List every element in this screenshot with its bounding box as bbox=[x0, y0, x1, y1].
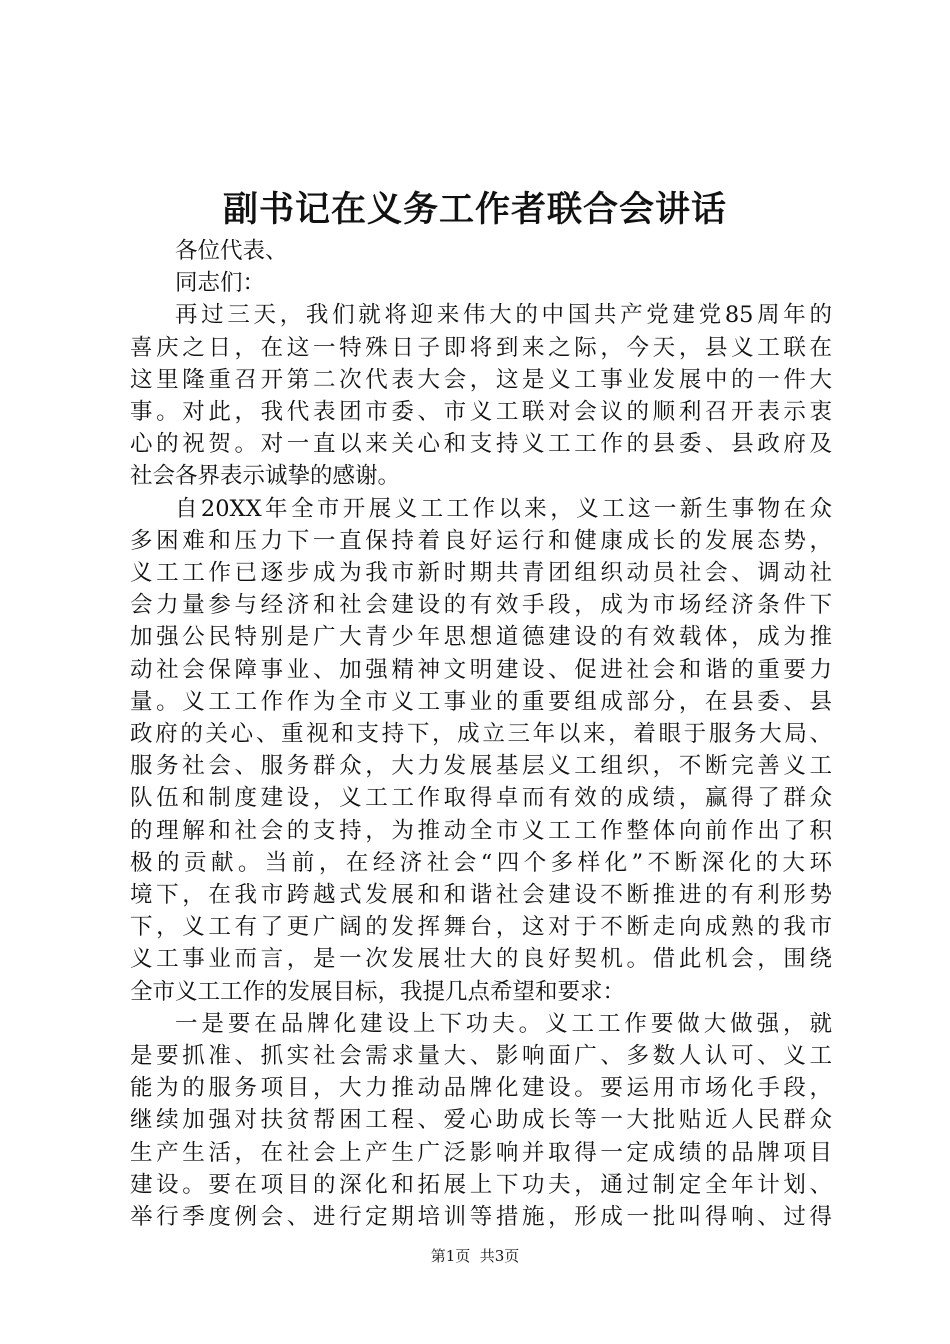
text-line: 加强公民特别是广大青少年思想道德建设的有效载体，成为推 bbox=[130, 624, 832, 651]
text-line: 动社会保障事业、加强精神文明建设、促进社会和谐的重要力 bbox=[130, 656, 832, 683]
text-line: 喜庆之日，在这一特殊日子即将到来之际，今天，县义工联在 bbox=[130, 334, 832, 361]
text-line: 的理解和社会的支持，为推动全市义工工作整体向前作出了积 bbox=[130, 817, 832, 844]
text-line: 多困难和压力下一直保持着良好运行和健康成长的发展态势， bbox=[130, 527, 832, 554]
text-line: 举行季度例会、进行定期培训等措施，形成一批叫得响、过得 bbox=[130, 1204, 832, 1231]
text-line: 境下，在我市跨越式发展和和谐社会建设不断推进的有利形势 bbox=[130, 882, 832, 909]
text-line: 同志们： bbox=[175, 270, 266, 297]
text-line: 是要抓准、抓实社会需求量大、影响面广、多数人认可、义工 bbox=[130, 1043, 832, 1070]
text-line: 下，义工有了更广阔的发挥舞台，这对于不断走向成熟的我市 bbox=[130, 914, 832, 941]
text-line: 服务社会、服务群众，大力发展基层义工组织，不断完善义工 bbox=[130, 753, 832, 780]
text-line: 生产生活，在社会上产生广泛影响并取得一定成绩的品牌项目 bbox=[130, 1139, 832, 1166]
text-line: 建设。要在项目的深化和拓展上下功夫，通过制定全年计划、 bbox=[130, 1171, 832, 1198]
text-line: 能为的服务项目，大力推动品牌化建设。要运用市场化手段， bbox=[130, 1075, 832, 1102]
text-line: 这里隆重召开第二次代表大会，这是义工事业发展中的一件大 bbox=[130, 366, 832, 393]
text-line: 各位代表、 bbox=[175, 238, 288, 264]
text-line: 继续加强对扶贫帮困工程、爱心助成长等一大批贴近人民群众 bbox=[130, 1107, 832, 1134]
text-line: 社会各界表示诚挚的感谢。 bbox=[130, 463, 401, 490]
text-line: 队伍和制度建设，义工工作取得卓而有效的成绩，赢得了群众 bbox=[130, 785, 832, 812]
text-line: 会力量参与经济和社会建设的有效手段，成为市场经济条件下 bbox=[130, 592, 832, 619]
text-line: 量。义工工作作为全市义工事业的重要组成部分，在县委、县 bbox=[130, 688, 832, 715]
page-indicator: 第1页 共3页 bbox=[430, 1247, 520, 1265]
text-line: 义工工作已逐步成为我市新时期共青团组织动员社会、调动社 bbox=[130, 560, 832, 587]
text-line: 心的祝贺。对一直以来关心和支持义工工作的县委、县政府及 bbox=[130, 431, 832, 458]
text-line: 全市义工工作的发展目标，我提几点希望和要求： bbox=[130, 978, 626, 1005]
text-line: 自20XX年全市开展义工工作以来，义工这一新生事物在众 bbox=[175, 495, 832, 522]
text-line: 一是要在品牌化建设上下功夫。义工工作要做大做强，就 bbox=[175, 1010, 832, 1037]
document-title: 副书记在义务工作者联合会讲话 bbox=[222, 189, 727, 230]
text-line: 极的贡献。当前，在经济社会“四个多样化”不断深化的大环 bbox=[130, 849, 832, 876]
text-line: 事。对此，我代表团市委、市义工联对会议的顺利召开表示衷 bbox=[130, 399, 832, 426]
text-line: 再过三天，我们就将迎来伟大的中国共产党建党85周年的 bbox=[175, 302, 832, 329]
text-line: 义工事业而言，是一次发展壮大的良好契机。借此机会，围绕 bbox=[130, 946, 832, 973]
text-line: 政府的关心、重视和支持下，成立三年以来，着眼于服务大局、 bbox=[130, 721, 832, 748]
document-body bbox=[130, 235, 832, 1233]
